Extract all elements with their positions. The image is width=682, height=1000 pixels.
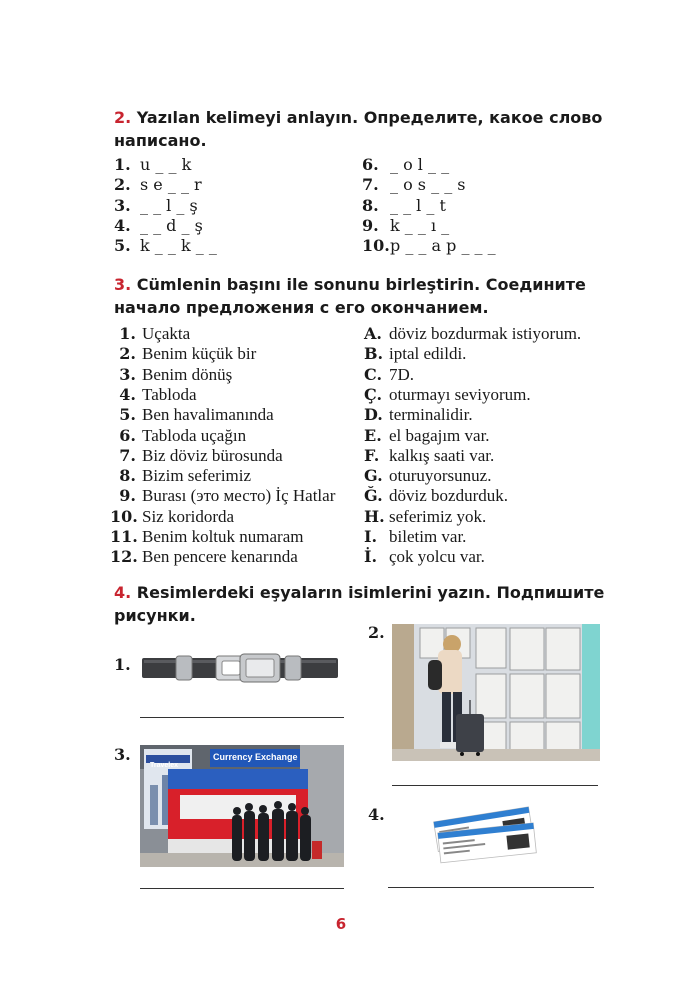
list-item [110, 324, 190, 344]
item-text: Burası (это место) İç Hatlar [142, 486, 336, 506]
boarding-pass-picture [430, 800, 540, 866]
item-text: oturuyorsunuz. [389, 466, 492, 486]
page-number: 6 [335, 915, 347, 933]
list-item [364, 466, 491, 486]
exercise-number: 3. [114, 275, 132, 294]
list-item [364, 547, 485, 567]
answer-line-1[interactable] [140, 717, 344, 718]
item-number: İ. [364, 547, 378, 567]
list-item [362, 175, 465, 195]
item-number: 9. [119, 486, 136, 506]
list-item [364, 527, 466, 547]
item-number: D. [364, 405, 383, 425]
picture-3-label: 3. [114, 745, 131, 764]
list-item [110, 486, 335, 506]
item-text: Uçakta [142, 324, 191, 343]
title-line-2: рисунки. [114, 606, 196, 625]
title-line-2: написано. [114, 131, 207, 150]
list-item [110, 365, 232, 385]
answer-line-4[interactable] [388, 887, 594, 888]
list-item [364, 324, 581, 344]
item-text: Bizim seferimiz [142, 466, 252, 486]
item-number: H. [364, 506, 385, 526]
item-number: C. [364, 364, 383, 384]
list-item [110, 344, 256, 364]
list-item [114, 236, 217, 256]
list-item [114, 175, 202, 195]
list-item [110, 446, 283, 466]
item-text: _ _ l _ ş [140, 195, 198, 215]
list-item [362, 155, 449, 175]
item-number: 2. [114, 175, 131, 195]
list-item [110, 507, 234, 527]
title-line-2: начало предложения с его окончанием. [114, 298, 489, 317]
list-item [364, 344, 466, 364]
title-line-1: Cümlenin başını ile sonunu birleştirin. Соедините [136, 275, 586, 294]
item-text: Benim küçük bir [142, 344, 257, 364]
item-number: 5. [114, 236, 131, 256]
item-text: Biz döviz bürosunda [142, 445, 283, 465]
item-number: 7. [119, 445, 136, 465]
list-item [110, 405, 274, 425]
item-number: 1. [114, 155, 131, 174]
item-text: Ben havalimanında [142, 405, 274, 425]
exercise-4-title [114, 581, 604, 627]
list-item [110, 426, 246, 446]
item-number: F. [364, 445, 380, 465]
picture-2-label: 2. [368, 623, 385, 642]
item-number: 3. [119, 364, 136, 384]
seatbelt-picture [140, 648, 340, 688]
item-number: E. [364, 425, 382, 445]
item-text: _ o l _ _ [390, 155, 450, 174]
item-text: _ o s _ _ s [390, 175, 466, 195]
item-text: döviz bozdurmak istiyorum. [389, 324, 582, 343]
exercise-3-title [114, 273, 586, 319]
item-number: 8. [362, 195, 379, 215]
item-number: 4. [119, 384, 136, 404]
list-item [364, 405, 473, 425]
item-text: k _ _ ı _ [390, 215, 450, 235]
item-number: 6. [362, 155, 379, 174]
list-item [110, 385, 197, 405]
item-text: 7D. [389, 364, 415, 384]
list-item [114, 216, 203, 236]
item-text: seferimiz yok. [389, 506, 487, 526]
item-text: Ben pencere kenarında [142, 547, 298, 567]
item-text: çok yolcu var. [389, 547, 485, 567]
item-number: 8. [119, 466, 136, 486]
item-text: kalkış saati var. [389, 445, 495, 465]
item-number: 10. [362, 236, 390, 256]
list-item [364, 365, 414, 385]
item-number: 11. [110, 527, 138, 546]
title-line-1: Resimlerdeki eşyaların isimlerini yazın. Подпишите [136, 583, 605, 602]
list-item [364, 446, 494, 466]
exercise-number: 2. [114, 108, 132, 127]
item-number: 4. [114, 215, 131, 235]
list-item [364, 385, 531, 405]
item-number: 3. [114, 195, 131, 215]
item-text: iptal edildi. [389, 344, 467, 364]
currency-exchange-sign: Currency Exchange [213, 752, 298, 762]
list-item [110, 547, 298, 567]
item-number: 9. [362, 215, 379, 235]
item-text: u _ _ k [140, 155, 192, 174]
item-text: s e _ _ r [140, 175, 202, 195]
item-number: 6. [119, 425, 136, 445]
list-item [362, 196, 446, 216]
list-item [364, 426, 490, 446]
picture-4-label: 4. [368, 805, 385, 824]
list-item [114, 155, 191, 175]
exercise-2-title [114, 106, 602, 152]
answer-line-2[interactable] [392, 785, 598, 786]
item-number: 10. [110, 506, 138, 526]
item-text: oturmayı seviyorum. [389, 384, 531, 404]
item-number: 12. [110, 547, 138, 567]
list-item [110, 527, 303, 547]
item-text: biletim var. [389, 527, 467, 546]
item-number: 2. [119, 344, 136, 364]
item-text: _ _ l _ t [390, 195, 446, 215]
list-item [114, 196, 198, 216]
item-number: Ğ. [364, 486, 383, 506]
item-text: _ _ d _ ş [140, 215, 203, 235]
item-text: Tabloda [142, 384, 197, 404]
luggage-lockers-picture [392, 624, 600, 761]
item-text: Benim dönüş [142, 364, 233, 384]
list-item [362, 216, 449, 236]
exercise-number: 4. [114, 583, 132, 602]
item-number: Ç. [364, 384, 383, 404]
answer-line-3[interactable] [140, 888, 344, 889]
title-line-1: Yazılan kelimeyi anlayın. Определите, какое слово [136, 108, 603, 127]
list-item [364, 486, 508, 506]
item-text: p _ _ a p _ _ _ [390, 236, 496, 256]
item-number: G. [364, 466, 383, 486]
item-text: Siz koridorda [142, 506, 235, 526]
item-number: I. [364, 527, 378, 546]
travelex-sign: Travelex [150, 762, 179, 769]
item-text: Benim koltuk numaram [142, 527, 304, 546]
list-item [362, 236, 496, 256]
picture-1-label: 1. [114, 655, 131, 674]
item-text: terminalidir. [389, 405, 473, 425]
item-number: 5. [119, 405, 136, 425]
item-text: k _ _ k _ _ [140, 236, 217, 256]
item-text: Tabloda uçağın [142, 425, 247, 445]
item-number: 1. [119, 324, 136, 343]
list-item [110, 466, 251, 486]
item-text: el bagajım var. [389, 425, 490, 445]
item-text: döviz bozdurduk. [389, 486, 508, 506]
list-item [364, 507, 486, 527]
item-number: A. [364, 324, 382, 343]
item-number: 7. [362, 175, 379, 195]
item-number: B. [364, 344, 384, 364]
